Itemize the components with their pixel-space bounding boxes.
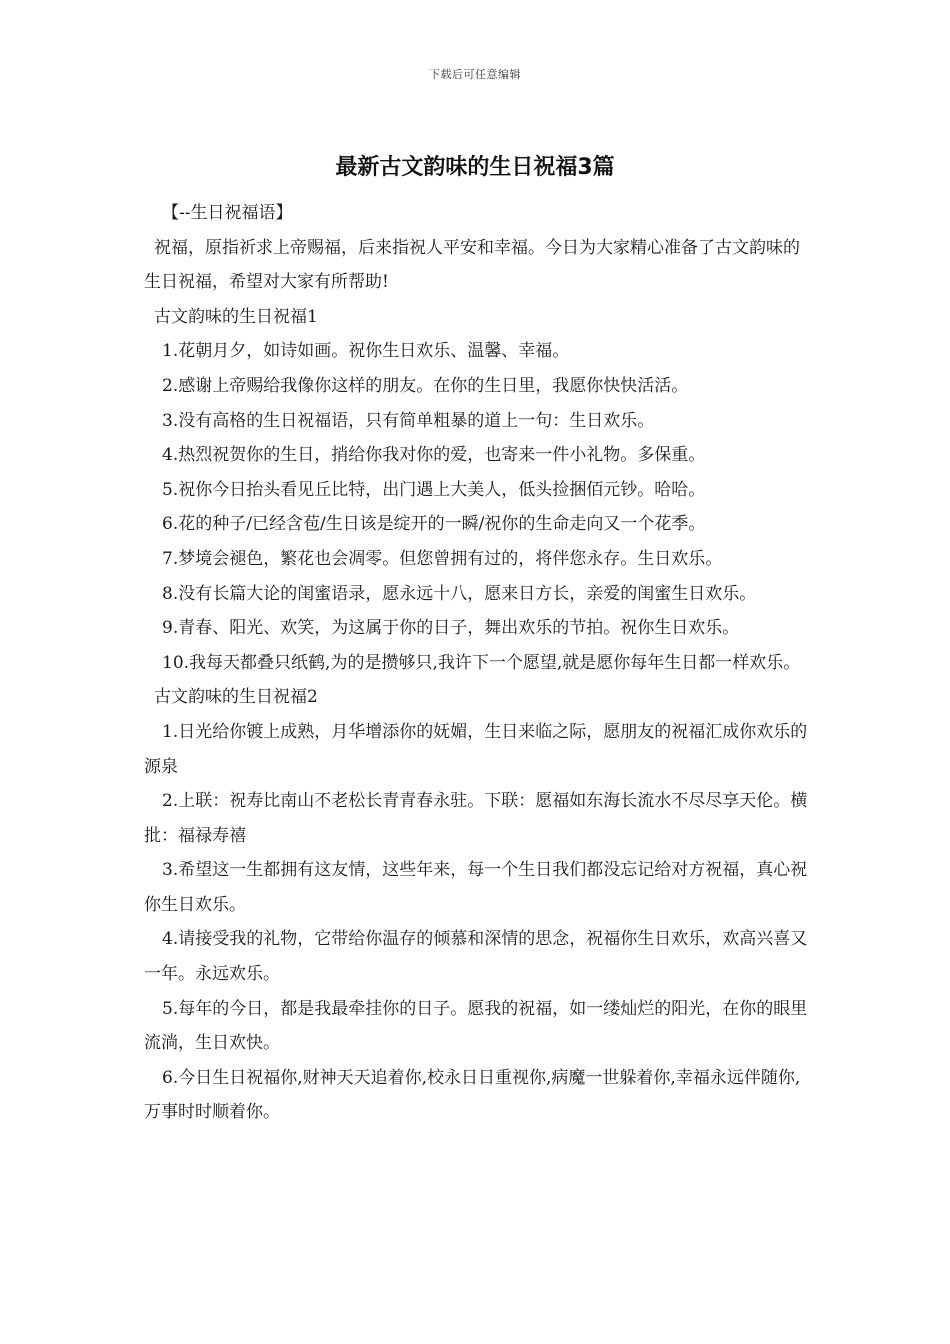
list-item: 4.热烈祝贺你的生日，捎给你我对你的爱，也寄来一件小礼物。多保重。 (162, 445, 706, 466)
intro-paragraph: 祝福，原指祈求上帝赐福，后来指祝人平安和幸福。今日为大家精心准备了古文韵味的生日祝福，希望对大家有所帮助! (144, 237, 800, 293)
header-note: 下载后可任意编辑 (429, 68, 521, 81)
section-heading-1: 古文韵味的生日祝福1 (154, 306, 318, 327)
document-body (144, 196, 814, 1130)
document-title: 最新古文韵味的生日祝福3篇 (335, 155, 615, 180)
list-item: 4.请接受我的礼物，它带给你温存的倾慕和深情的思念，祝福你生日欢乐，欢高兴喜又一年。永远欢乐。 (144, 929, 808, 985)
list-item: 6.花的种子/已经含苞/生日该是绽开的一瞬/祝你的生命走向又一个花季。 (162, 514, 706, 535)
list-item: 1.日光给你镀上成熟，月华增添你的妩媚，生日来临之际，愿朋友的祝福汇成你欢乐的源泉 (144, 721, 808, 777)
list-item: 3.希望这一生都拥有这友情，这些年来，每一个生日我们都没忘记给对方祝福，真心祝你生日欢乐。 (144, 860, 808, 915)
list-item: 3.没有高格的生日祝福语，只有简单粗暴的道上一句：生日欢乐。 (162, 410, 655, 431)
list-item: 7.梦境会褪色，繁花也会凋零。但您曾拥有过的，将伴您永存。生日欢乐。 (162, 548, 723, 569)
list-item: 2.感谢上帝赐给我像你这样的朋友。在你的生日里，我愿你快快活活。 (162, 375, 689, 396)
list-item: 5.祝你今日抬头看见丘比特，出门遇上大美人，低头捡捆佰元钞。哈哈。 (162, 479, 706, 500)
category-tag: 【--生日祝福语】 (162, 203, 293, 223)
section-heading-2: 古文韵味的生日祝福2 (154, 687, 318, 708)
list-item: 8.没有长篇大论的闺蜜语录，愿永远十八，愿来日方长，亲爱的闺蜜生日欢乐。 (162, 583, 757, 604)
list-item: 2.上联：祝寿比南山不老松长青青春永驻。下联：愿福如东海长流水不尽尽享天伦。横批：福禄寿禧 (144, 791, 808, 846)
list-item: 6.今日生日祝福你,财神天天追着你,校永日日重视你,病魔一世躲着你,幸福永远伴随你,万事时时顺着你。 (144, 1067, 801, 1123)
list-item: 5.每年的今日，都是我最牵挂你的日子。愿我的祝福，如一缕灿烂的阳光，在你的眼里流淌，生日欢快。 (144, 998, 808, 1054)
list-item: 9.青春、阳光、欢笑，为这属于你的日子，舞出欢乐的节拍。祝你生日欢乐。 (162, 618, 740, 639)
list-item: 1.花朝月夕，如诗如画。祝你生日欢乐、温馨、幸福。 (162, 341, 570, 362)
list-item: 10.我每天都叠只纸鹤,为的是攒够只,我许下一个愿望,就是愿你每年生日都一样欢乐。 (162, 652, 801, 673)
